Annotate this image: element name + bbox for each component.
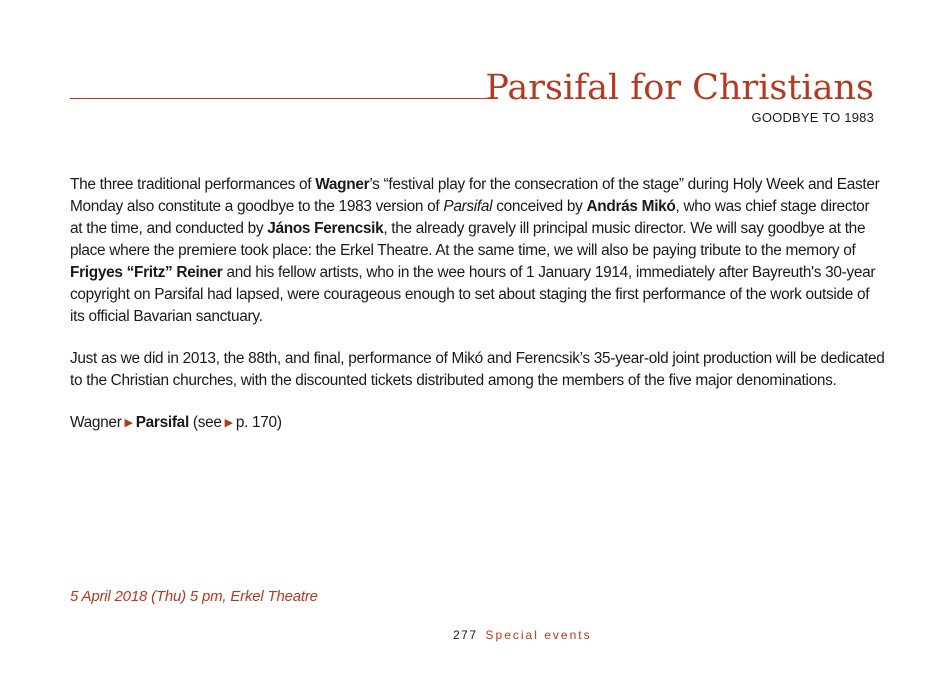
- page-subtitle: GOODBYE TO 1983: [751, 110, 874, 125]
- text-run: and his fellow artists, who in the wee hours of 1 January 1914, immediately after Bayreuth's 30-year copyright on Parsifal had lapsed, were courageous enough to set about staging the first performance of the work outside of its official Bavarian sanctuary.: [70, 264, 876, 325]
- ref-work: Parsifal: [135, 414, 189, 431]
- text-run: ’s “festival play for the consecration of the stage” during Holy Week and Easter Monday also constitute a goodbye to the 1983 version of: [70, 176, 880, 215]
- page-number: 277: [453, 628, 478, 642]
- text-run: The three traditional performances of: [70, 176, 316, 193]
- paragraph-2: Just as we did in 2013, the 88th, and final, performance of Mikó and Ferencsik’s 35-year-old joint production will be dedicated to the Christian churches, with the discounted tickets distributed among the members of the five major denominations.: [70, 350, 885, 389]
- right-triangle-icon: ▶: [224, 417, 233, 429]
- name-andras-miko: András Mikó: [586, 198, 676, 215]
- right-triangle-icon: ▶: [124, 417, 133, 429]
- name-janos-ferencsik: János Ferencsik: [267, 220, 384, 237]
- article-body: [70, 174, 885, 435]
- text-run: , who was chief stage director at the time, and conducted by: [70, 198, 870, 237]
- title-rule: [70, 98, 493, 99]
- name-fritz-reiner: Frigyes “Fritz” Reiner: [70, 264, 223, 281]
- paragraph-1: [70, 174, 885, 328]
- page-title: Parsifal for Christians: [485, 68, 874, 108]
- text-run: , the already gravely ill principal music director. We will say goodbye at the place where the premiere took place: the Erkel Theatre. At the same time, we will also be paying tribute to the memory of: [70, 220, 866, 259]
- name-wagner: Wagner: [315, 176, 370, 193]
- ref-page-link[interactable]: p. 170): [235, 414, 282, 431]
- page-footer: [453, 628, 592, 642]
- ref-composer: Wagner: [70, 414, 122, 431]
- work-title-italic: Parsifal: [443, 198, 493, 215]
- section-name: Special events: [485, 628, 592, 642]
- text-run: conceived by: [492, 198, 587, 215]
- work-reference: [70, 412, 885, 435]
- ref-see: (see: [192, 414, 222, 431]
- event-date: 5 April 2018 (Thu) 5 pm, Erkel Theatre: [70, 588, 318, 605]
